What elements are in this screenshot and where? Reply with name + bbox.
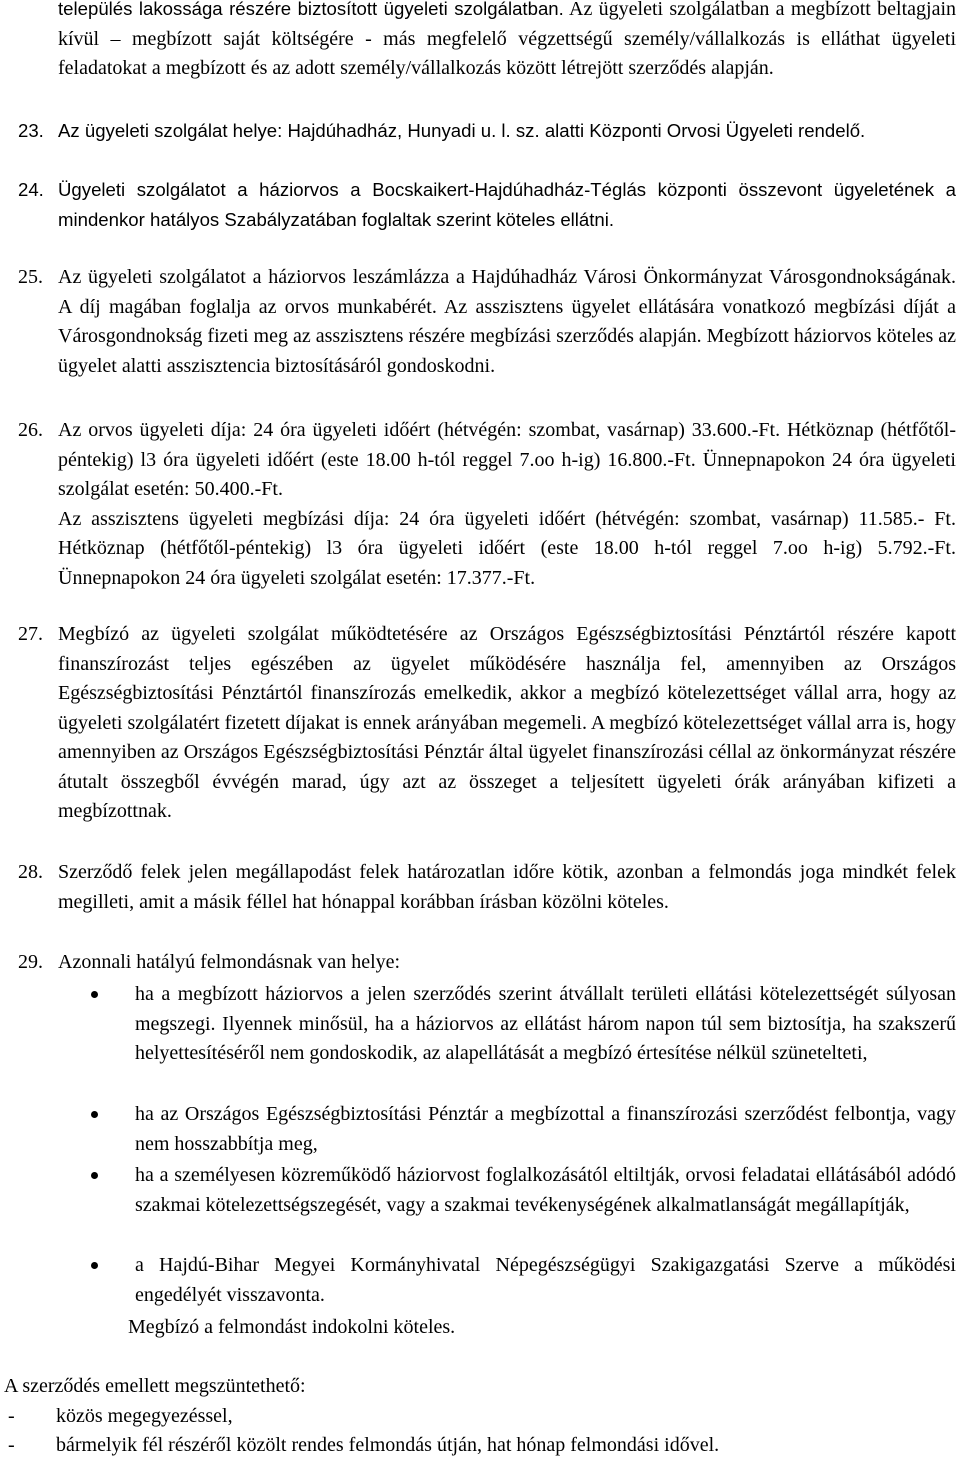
bullet-text: ha az Országos Egészségbiztosítási Pénztár a megbízottal a finanszírozási szerződést felbontja, vagy nem hosszabbítja meg, [135, 1103, 956, 1155]
bullet-item [88, 1100, 956, 1159]
doctor-fee-text: Az orvos ügyeleti díja: 24 óra ügyeleti időért (hétvégén: szombat, vasárnap) 33.600.-Ft. Hétköznap (hétfőtől-péntekig) l3 óra ügyeleti időért (este 18.00 h-tól reggel 7.oo h-ig) 16.800.-Ft. Ünnepnapokon 24 óra ügyeleti szolgálat esetén: 50.400.-Ft. [58, 419, 956, 500]
clause-24 [18, 175, 956, 234]
clause-23 [18, 116, 956, 146]
intro-paragraph [58, 0, 956, 84]
bullet-text: ha a megbízott háziorvos a jelen szerződés szerint átvállalt területi ellátási kötelezettségét súlyosan megszegi. Ilyennek minősül, ha a háziorvos az ellátást három napon túl sem biztosítja, ha szakszerű helyettesítéséről nem gondoskodik, az alapellátását a megbízó értesítése nélkül szünetelteti, [135, 983, 956, 1064]
termination-text: bármelyik fél részéről közölt rendes felmondás útján, hat hónap felmondási idővel. [56, 1434, 720, 1456]
clause-text: Az ügyeleti szolgálat helye: Hajdúhadház, Hunyadi u. l. sz. alatti Központi Orvosi Ügyeleti rendelő. [58, 120, 866, 141]
intro-sans-text: település lakossága részére biztosított ügyeleti szolgálatban. [58, 0, 564, 19]
clause-text: Az ügyeleti szolgálatot a háziorvos leszámlázza a Hajdúhadház Városi Önkormányzat Városgondnokságának. A díj magában foglalja az orvos munkabérét. Az asszisztens ügyelet ellátására vonatkozó megbízási díját a Városgondnokság fizeti meg az asszisztens részére megbízási szerződés alapján. Megbízott háziorvos köteles az ügyelet alatti asszisztencia biztosításáról gondoskodni. [58, 266, 956, 377]
termination-heading: A szerződés emellett megszüntethető: [4, 1375, 306, 1397]
clause-25 [18, 263, 956, 381]
clause-number: 29. [18, 951, 43, 973]
intro-text: Az ügyeleti szolgálatban a megbízott beltagjain kívül – megbízott saját költségére - más megfelelő végzettségű személy/vállalkozás is elláthat ügyeleti feladatokat a megbízott és az adott személy/vállalkozás között létrejött szerződés alapján. [58, 0, 956, 79]
assistant-fee-text: Az asszisztens ügyeleti megbízási díja: 24 óra ügyeleti időért (hétvégén: szombat, vasárnap) 11.585.- Ft. Hétköznap (hétfőtől-péntekig) l3 óra ügyeleti időért (este 18.00 h-tól reggel 7.oo h-ig) 5.792.-Ft. Ünnepnapokon 24 óra ügyeleti szolgálat esetén: 17.377.-Ft. [58, 507, 956, 589]
dash-marker: - [8, 1434, 15, 1456]
clause-28 [18, 858, 956, 917]
bullet-text: a Hajdú-Bihar Megyei Kormányhivatal Népegészségügyi Szakigazgatási Szerve a működési engedélyét visszavonta. [135, 1254, 956, 1306]
clause-text: Azonnali hatályú felmondásnak van helye: [58, 951, 401, 973]
bullet-item [88, 980, 956, 1069]
bullet-item [88, 1251, 956, 1310]
clause-number: 24. [18, 179, 44, 200]
clause-number: 27. [18, 623, 43, 645]
clause-number: 28. [18, 861, 43, 883]
bullet-text: ha a személyesen közreműködő háziorvost foglalkozásától eltiltják, orvosi feladatai ellátásából adódó szakmai kötelezettségszegését, vagy a szakmai tevékenységének alkalmatlanságát megállapítják, [135, 1164, 956, 1216]
bullet-note: Megbízó a felmondást indokolni köteles. [128, 1316, 456, 1338]
bullet-item [88, 1161, 956, 1220]
clause-text: Megbízó az ügyeleti szolgálat működtetésére az Országos Egészségbiztosítási Pénztártól részére kapott finanszírozást teljes egészében az ügyelet működésére használja fel, amennyiben az Országos Egészségbiztosítási Pénztártól finanszírozás emelkedik, akkor a megbízó kötelezettséget vállal arra, hogy az ügyeleti szolgálatért fizetett díjakat is ennek arányában megemeli. A megbízó kötelezettséget vállal arra is, hogy amennyiben az Országos Egészségbiztosítási Pénztár által ügyelet finanszírozási céllal az önkormányzat részére átutalt összegből évvégén marad, úgy azt az összeget a teljesített ügyeleti órák arányában kifizeti a megbízottnak. [58, 623, 956, 822]
termination-item [8, 1402, 948, 1432]
termination-text: közös megegyezéssel, [56, 1405, 233, 1427]
clause-number: 25. [18, 266, 43, 288]
clause-text [58, 416, 956, 593]
termination-item [8, 1431, 948, 1461]
clause-26 [18, 416, 956, 593]
clause-number: 23. [18, 120, 44, 141]
clause-number: 26. [18, 419, 43, 441]
clause-27 [18, 620, 956, 827]
clause-text: Ügyeleti szolgálatot a háziorvos a Bocskaikert-Hajdúhadház-Téglás központi összevont ügyeletének a mindenkor hatályos Szabályzatában foglaltak szerint köteles ellátni. [58, 179, 956, 230]
clause-29 [18, 948, 956, 978]
clause-text: Szerződő felek jelen megállapodást felek határozatlan időre kötik, azonban a felmondás joga mindkét felek megilleti, amit a másik féllel hat hónappal korábban írásban közölni köteles. [58, 861, 956, 913]
dash-marker: - [8, 1405, 15, 1427]
